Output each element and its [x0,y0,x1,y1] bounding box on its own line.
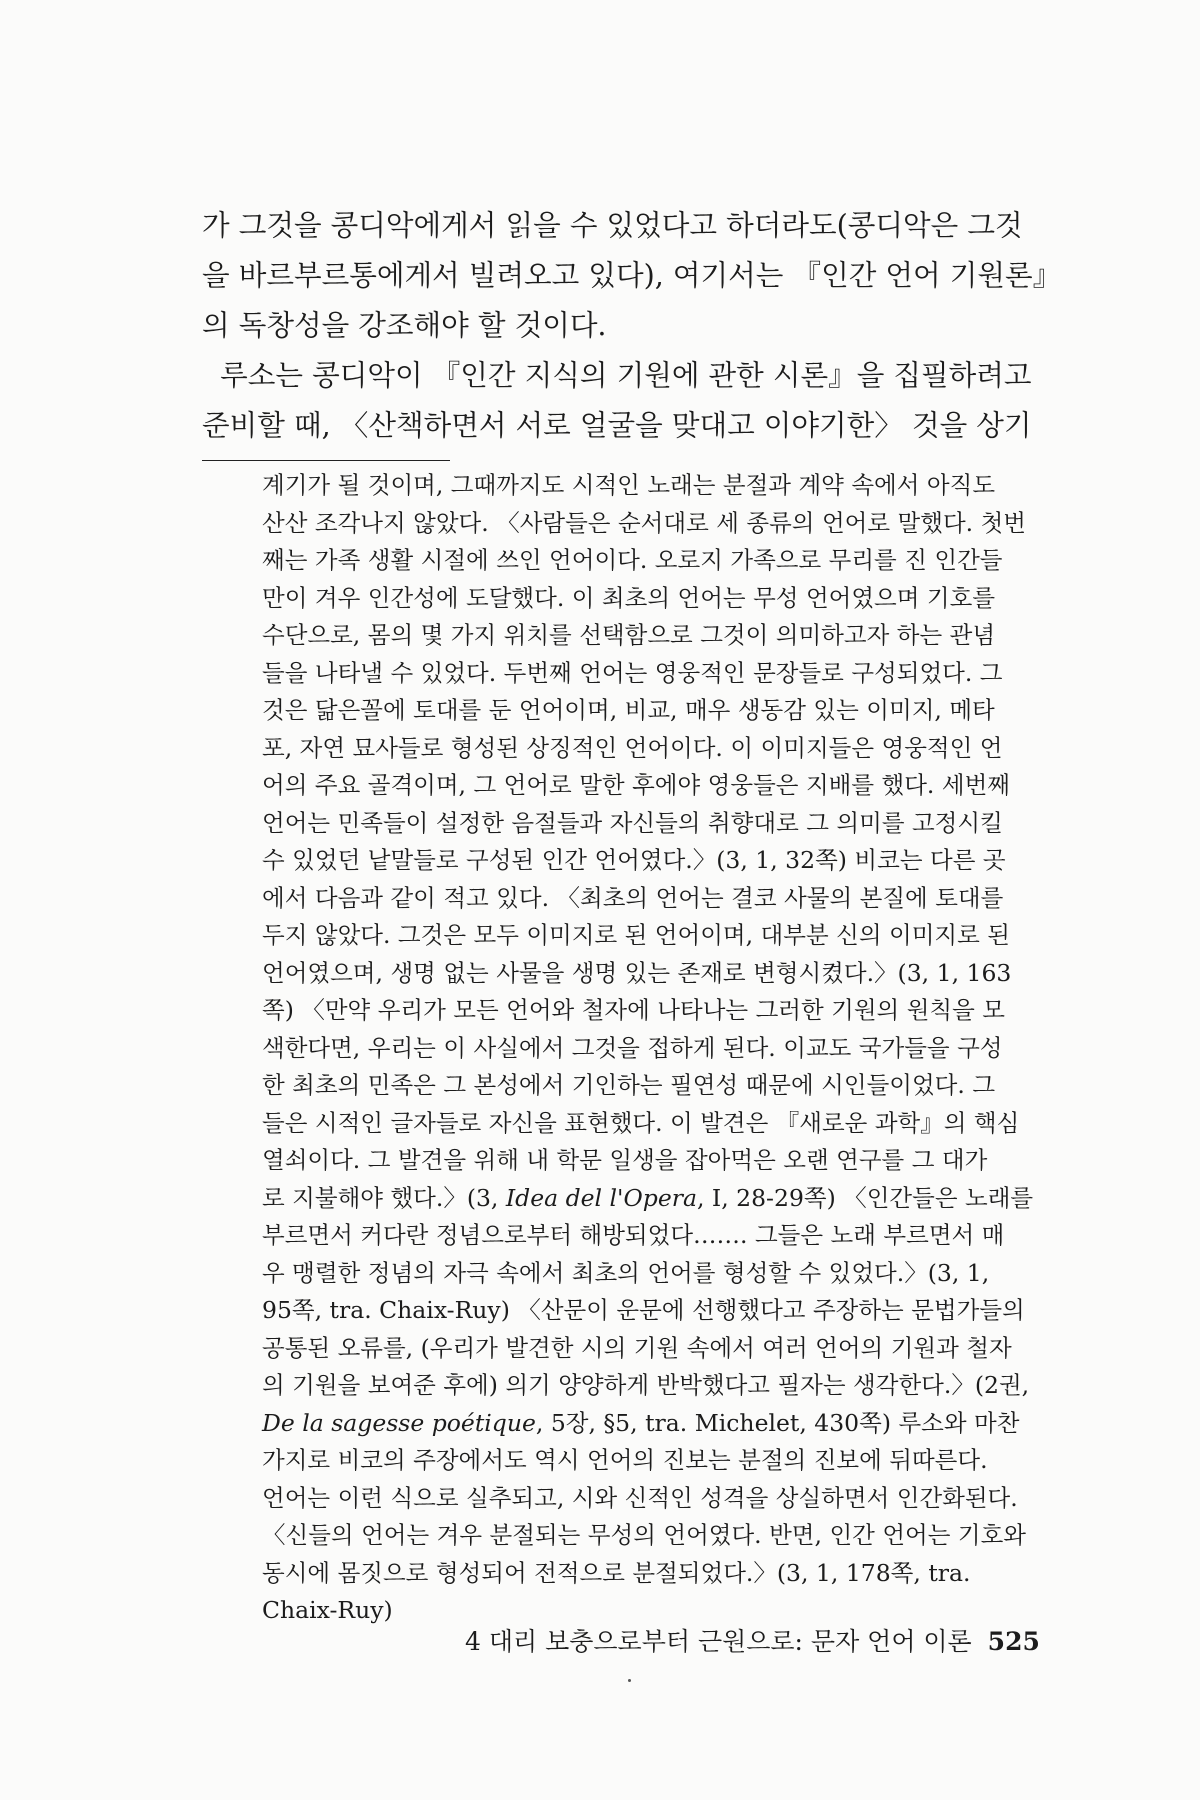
footnote-line: 산산 조각나지 않았다. 〈사람들은 순서대로 세 종류의 언어로 말했다. 첫번 [262,508,1026,537]
footnote-line: 째는 가족 생활 시절에 쓰인 언어이다. 오로지 가족으로 무리를 진 인간들 [262,546,1003,574]
footnote-line: 95쪽, tra. Chaix-Ruy) 〈산문이 운문에 선행했다고 주장하는 문법가들의 [262,1296,1025,1324]
body-line: 준비할 때, 〈산책하면서 서로 얼굴을 맞대고 이야기한〉 것을 상기 [202,408,1032,442]
italic-title: De la sagesse poétique [262,1408,536,1437]
body-line: 을 바르부르통에게서 빌려오고 있다), 여기서는 『인간 언어 기원론』 [202,258,1062,292]
footnote-line: 언어였으며, 생명 없는 사물을 생명 있는 존재로 변형시켰다.〉(3, 1, 163 [262,958,1012,987]
page-number: 525 [987,1627,1040,1656]
footnote-line: 언어는 민족들이 설정한 음절들과 자신들의 취향대로 그 의미를 고정시킬 [262,808,1003,837]
footnote-text: 로 지불해야 했다.〉(3, [262,1183,506,1212]
footnote-line: 언어는 이런 식으로 실추되고, 시와 신적인 성격을 상실하면서 인간화된다. [262,1483,1018,1512]
footnote-line: 동시에 몸짓으로 형성되어 전적으로 분절되었다.〉(3, 1, 178쪽, tra. [262,1558,971,1587]
page-footer [465,1625,1040,1659]
footnote-line: 계기가 될 것이며, 그때까지도 시적인 노래는 분절과 계약 속에서 아직도 [262,471,996,499]
footnote-line: 두지 않았다. 그것은 모두 이미지로 된 언어이며, 대부분 신의 이미지로 된 [262,921,1010,949]
footnote-line: 들을 나타낼 수 있었다. 두번째 언어는 영웅적인 문장들로 구성되었다. 그 [262,658,1003,687]
body-line: 가 그것을 콩디악에게서 읽을 수 있었다고 하더라도(콩디악은 그것 [202,208,1023,242]
footnote-line: 우 맹렬한 정념의 자극 속에서 최초의 언어를 형성할 수 있었다.〉(3, 1, [262,1258,990,1287]
footnote-line: 에서 다음과 같이 적고 있다. 〈최초의 언어는 결코 사물의 본질에 토대를 [262,883,1004,912]
footnote-line: 수단으로, 몸의 몇 가지 위치를 선택함으로 그것이 의미하고자 하는 관념 [262,621,996,649]
footnote-rule [202,460,450,461]
footnote-line [262,1180,1082,1218]
footnote-line: 들은 시적인 글자들로 자신을 표현했다. 이 발견은 『새로운 과학』의 핵심 [262,1108,1020,1137]
footnote-text: , 5장, §5, tra. Michelet, 430쪽) 루소와 마찬 [535,1408,1020,1437]
footnote-line: Chaix-Ruy) [262,1596,393,1624]
body-text [202,200,1082,450]
body-line: 의 독창성을 강조해야 할 것이다. [202,308,607,342]
footnote-line: 열쇠이다. 그 발견을 위해 내 학문 일생을 잡아먹은 오랜 연구를 그 대가 [262,1146,988,1174]
footnote-line: 것은 닮은꼴에 토대를 둔 언어이며, 비교, 매우 생동감 있는 이미지, 메타 [262,696,995,724]
footnote-line: 어의 주요 골격이며, 그 언어로 말한 후에야 영웅들은 지배를 했다. 세번째 [262,771,1010,799]
footnote [262,467,1082,1630]
footnote-line: 공통된 오류를, (우리가 발견한 시의 기원 속에서 여러 언어의 기원과 철자 [262,1333,1012,1362]
print-speck [628,1679,631,1682]
body-line: 루소는 콩디악이 『인간 지식의 기원에 관한 시론』을 집필하려고 [202,358,1032,392]
footnote-text: , I, 28-29쪽) 〈인간들은 노래를 [696,1183,1034,1212]
footnote-line: 한 최초의 민족은 그 본성에서 기인하는 필연성 때문에 시인들이었다. 그 [262,1071,996,1099]
running-head: 4 대리 보충으로부터 근원으로: 문자 언어 이론 [465,1627,972,1656]
footnote-line: 〈신들의 언어는 겨우 분절되는 무성의 언어였다. 반면, 인간 언어는 기호와 [262,1521,1026,1549]
footnote-line: 색한다면, 우리는 이 사실에서 그것을 접하게 된다. 이교도 국가들을 구성 [262,1033,1003,1062]
footnote-line: 부르면서 커다란 정념으로부터 해방되었다……. 그들은 노래 부르면서 매 [262,1221,1005,1249]
footnote-line: 의 기원을 보여준 후에) 의기 양양하게 반박했다고 필자는 생각한다.〉(2권, [262,1371,1030,1399]
footnote-line: 만이 겨우 인간성에 도달했다. 이 최초의 언어는 무성 언어였으며 기호를 [262,583,996,612]
footnote-line: 포, 자연 묘사들로 형성된 상징적인 언어이다. 이 이미지들은 영웅적인 언 [262,733,1003,762]
footnote-line: 수 있었던 낱말들로 구성된 인간 언어였다.〉(3, 1, 32쪽) 비코는 다른 곳 [262,846,1006,874]
footnote-line: 가지로 비코의 주장에서도 역시 언어의 진보는 분절의 진보에 뒤따른다. [262,1446,988,1474]
footnote-line [262,1405,1082,1443]
footnote-line: 쪽) 〈만약 우리가 모든 언어와 철자에 나타나는 그러한 기원의 원칙을 모 [262,996,1005,1024]
italic-title: Idea del l'Opera [505,1183,697,1212]
